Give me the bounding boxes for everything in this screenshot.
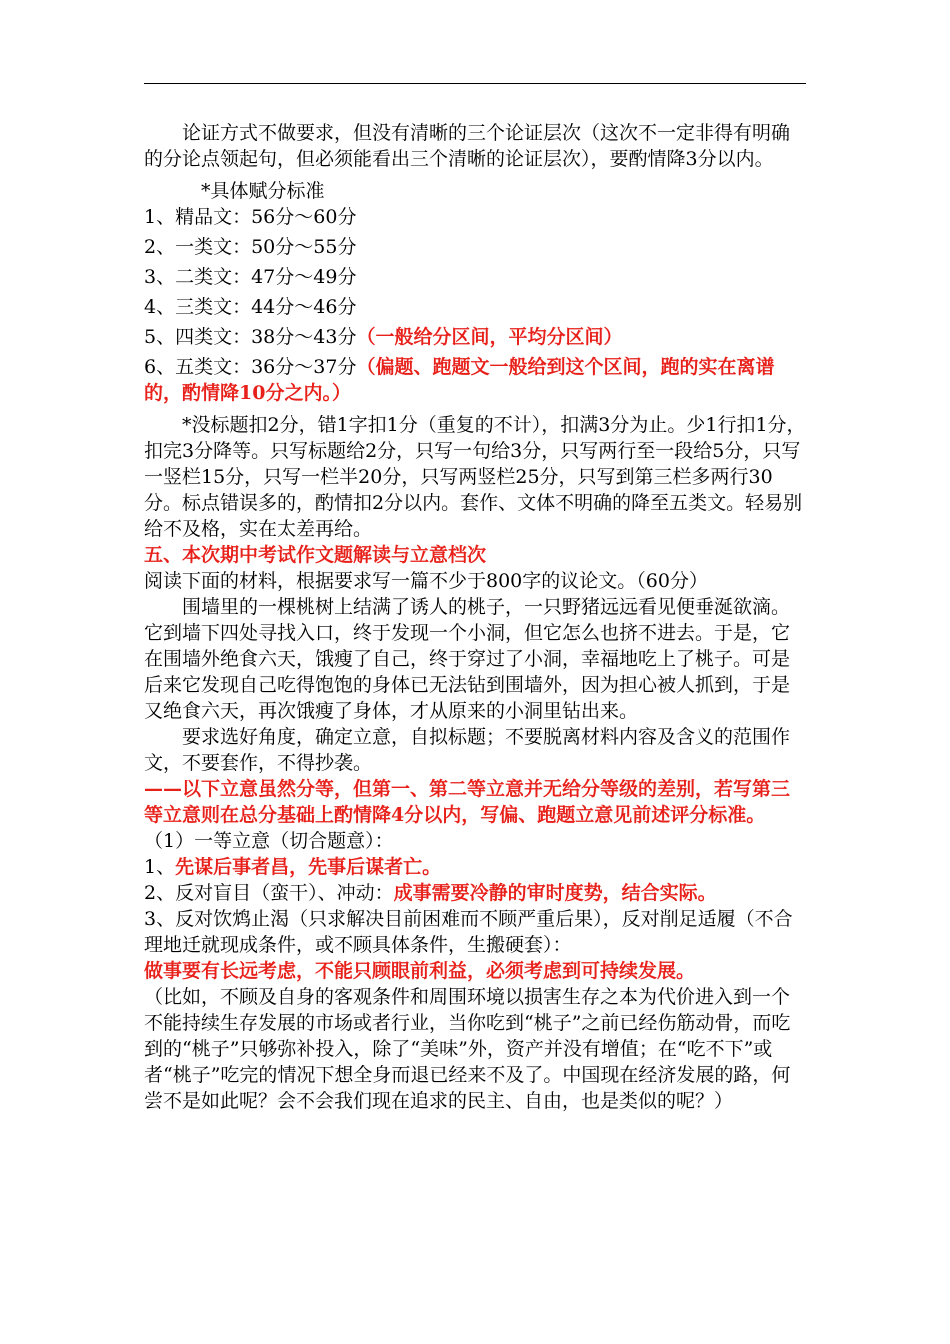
- grade-item-6: 6、五类文：36分～37分（偏题、跑题文一般给到这个区间，跑的实在离谱的，酌情降10分之内。）: [144, 356, 775, 404]
- document-body: [144, 120, 806, 1114]
- point-1: 1、先谋后事者昌，先事后谋者亡。: [144, 856, 442, 878]
- first-level-heading: （1）一等立意（切合题意）：: [144, 830, 394, 852]
- header-rule: [144, 83, 806, 84]
- deductions-paragraph: *没标题扣2分，错1字扣1分（重复的不计），扣满3分为止。少1行扣1分，扣完3分降等。只写标题给2分，只写一句给3分，只写两行至一段给5分，只写一竖栏15分，只写一栏半20分，只写两竖栏25分，只写到第三栏多两行30分。标点错误多的，酌情扣2分以内。套作、文体不明确的降至五类文。轻易别给不及格，实在太差再给。: [144, 414, 806, 540]
- section-five-heading: 五、本次期中考试作文题解读与立意档次: [144, 544, 487, 566]
- grade-note-6: （偏题、跑题文一般给到这个区间，跑的实在离谱的，酌情降10分之内。）: [144, 356, 775, 404]
- point-3-conclusion: 做事要有长远考虑，不能只顾眼前利益，必须考虑到可持续发展。: [144, 960, 696, 982]
- grade-note-5: （一般给分区间，平均分区间）: [356, 326, 623, 348]
- grade-item-4: 4、三类文：44分～46分: [144, 296, 357, 318]
- grade-item-5: 5、四类文：38分～43分（一般给分区间，平均分区间）: [144, 326, 623, 348]
- example-paragraph: （比如，不顾及自身的客观条件和周围环境以损害生存之本为代价进入到一个不能持续生存发展的市场或者行业，当你吃到“桃子”之前已经伤筋动骨，而吃到的“桃子”只够弥补投入，除了“美味”外，资产并没有增值；在“吃不下”或者“桃子”吃完的情况下想全身而退已经来不及了。中国现在经济发展的路，何尝不是如此呢？会不会我们现在追求的民主、自由，也是类似的呢？）: [144, 986, 791, 1112]
- grade-item-2: 2、一类文：50分～55分: [144, 236, 357, 258]
- requirement-paragraph: 要求选好角度，确定立意，自拟标题；不要脱离材料内容及含义的范围作文，不要套作，不得抄袭。: [144, 726, 791, 774]
- scoring-note: ——以下立意虽然分等，但第一、第二等立意并无给分等级的差别，若写第三等立意则在总分基础上酌情降4分以内，写偏、跑题立意见前述评分标准。: [144, 778, 791, 826]
- grade-item-1: 1、精品文：56分～60分: [144, 206, 357, 228]
- prompt-instruction: 阅读下面的材料，根据要求写一篇不少于800字的议论文。（60分）: [144, 570, 708, 592]
- scoring-heading: *具体赋分标准: [201, 180, 325, 202]
- grade-item-3: 3、二类文：47分～49分: [144, 266, 357, 288]
- material-paragraph: 围墙里的一棵桃树上结满了诱人的桃子，一只野猪远远看见便垂涎欲滴。它到墙下四处寻找入口，终于发现一个小洞，但它怎么也挤不进去。于是，它在围墙外绝食六天，饿瘦了自己，终于穿过了小洞，幸福地吃上了桃子。可是后来它发现自己吃得饱饱的身体已无法钻到围墙外，因为担心被人抓到，于是又绝食六天，再次饿瘦了身体，才从原来的小洞里钻出来。: [144, 596, 791, 722]
- point-2: 2、反对盲目（蛮干）、冲动：成事需要冷静的审时度势，结合实际。: [144, 882, 717, 904]
- point-3: 3、反对饮鸩止渴（只求解决目前困难而不顾严重后果），反对削足适履（不合理地迁就现成条件，或不顾具体条件，生搬硬套）：: [144, 908, 793, 956]
- intro-paragraph: 论证方式不做要求，但没有清晰的三个论证层次（这次不一定非得有明确的分论点领起句，但必须能看出三个清晰的论证层次），要酌情降3分以内。: [144, 122, 791, 170]
